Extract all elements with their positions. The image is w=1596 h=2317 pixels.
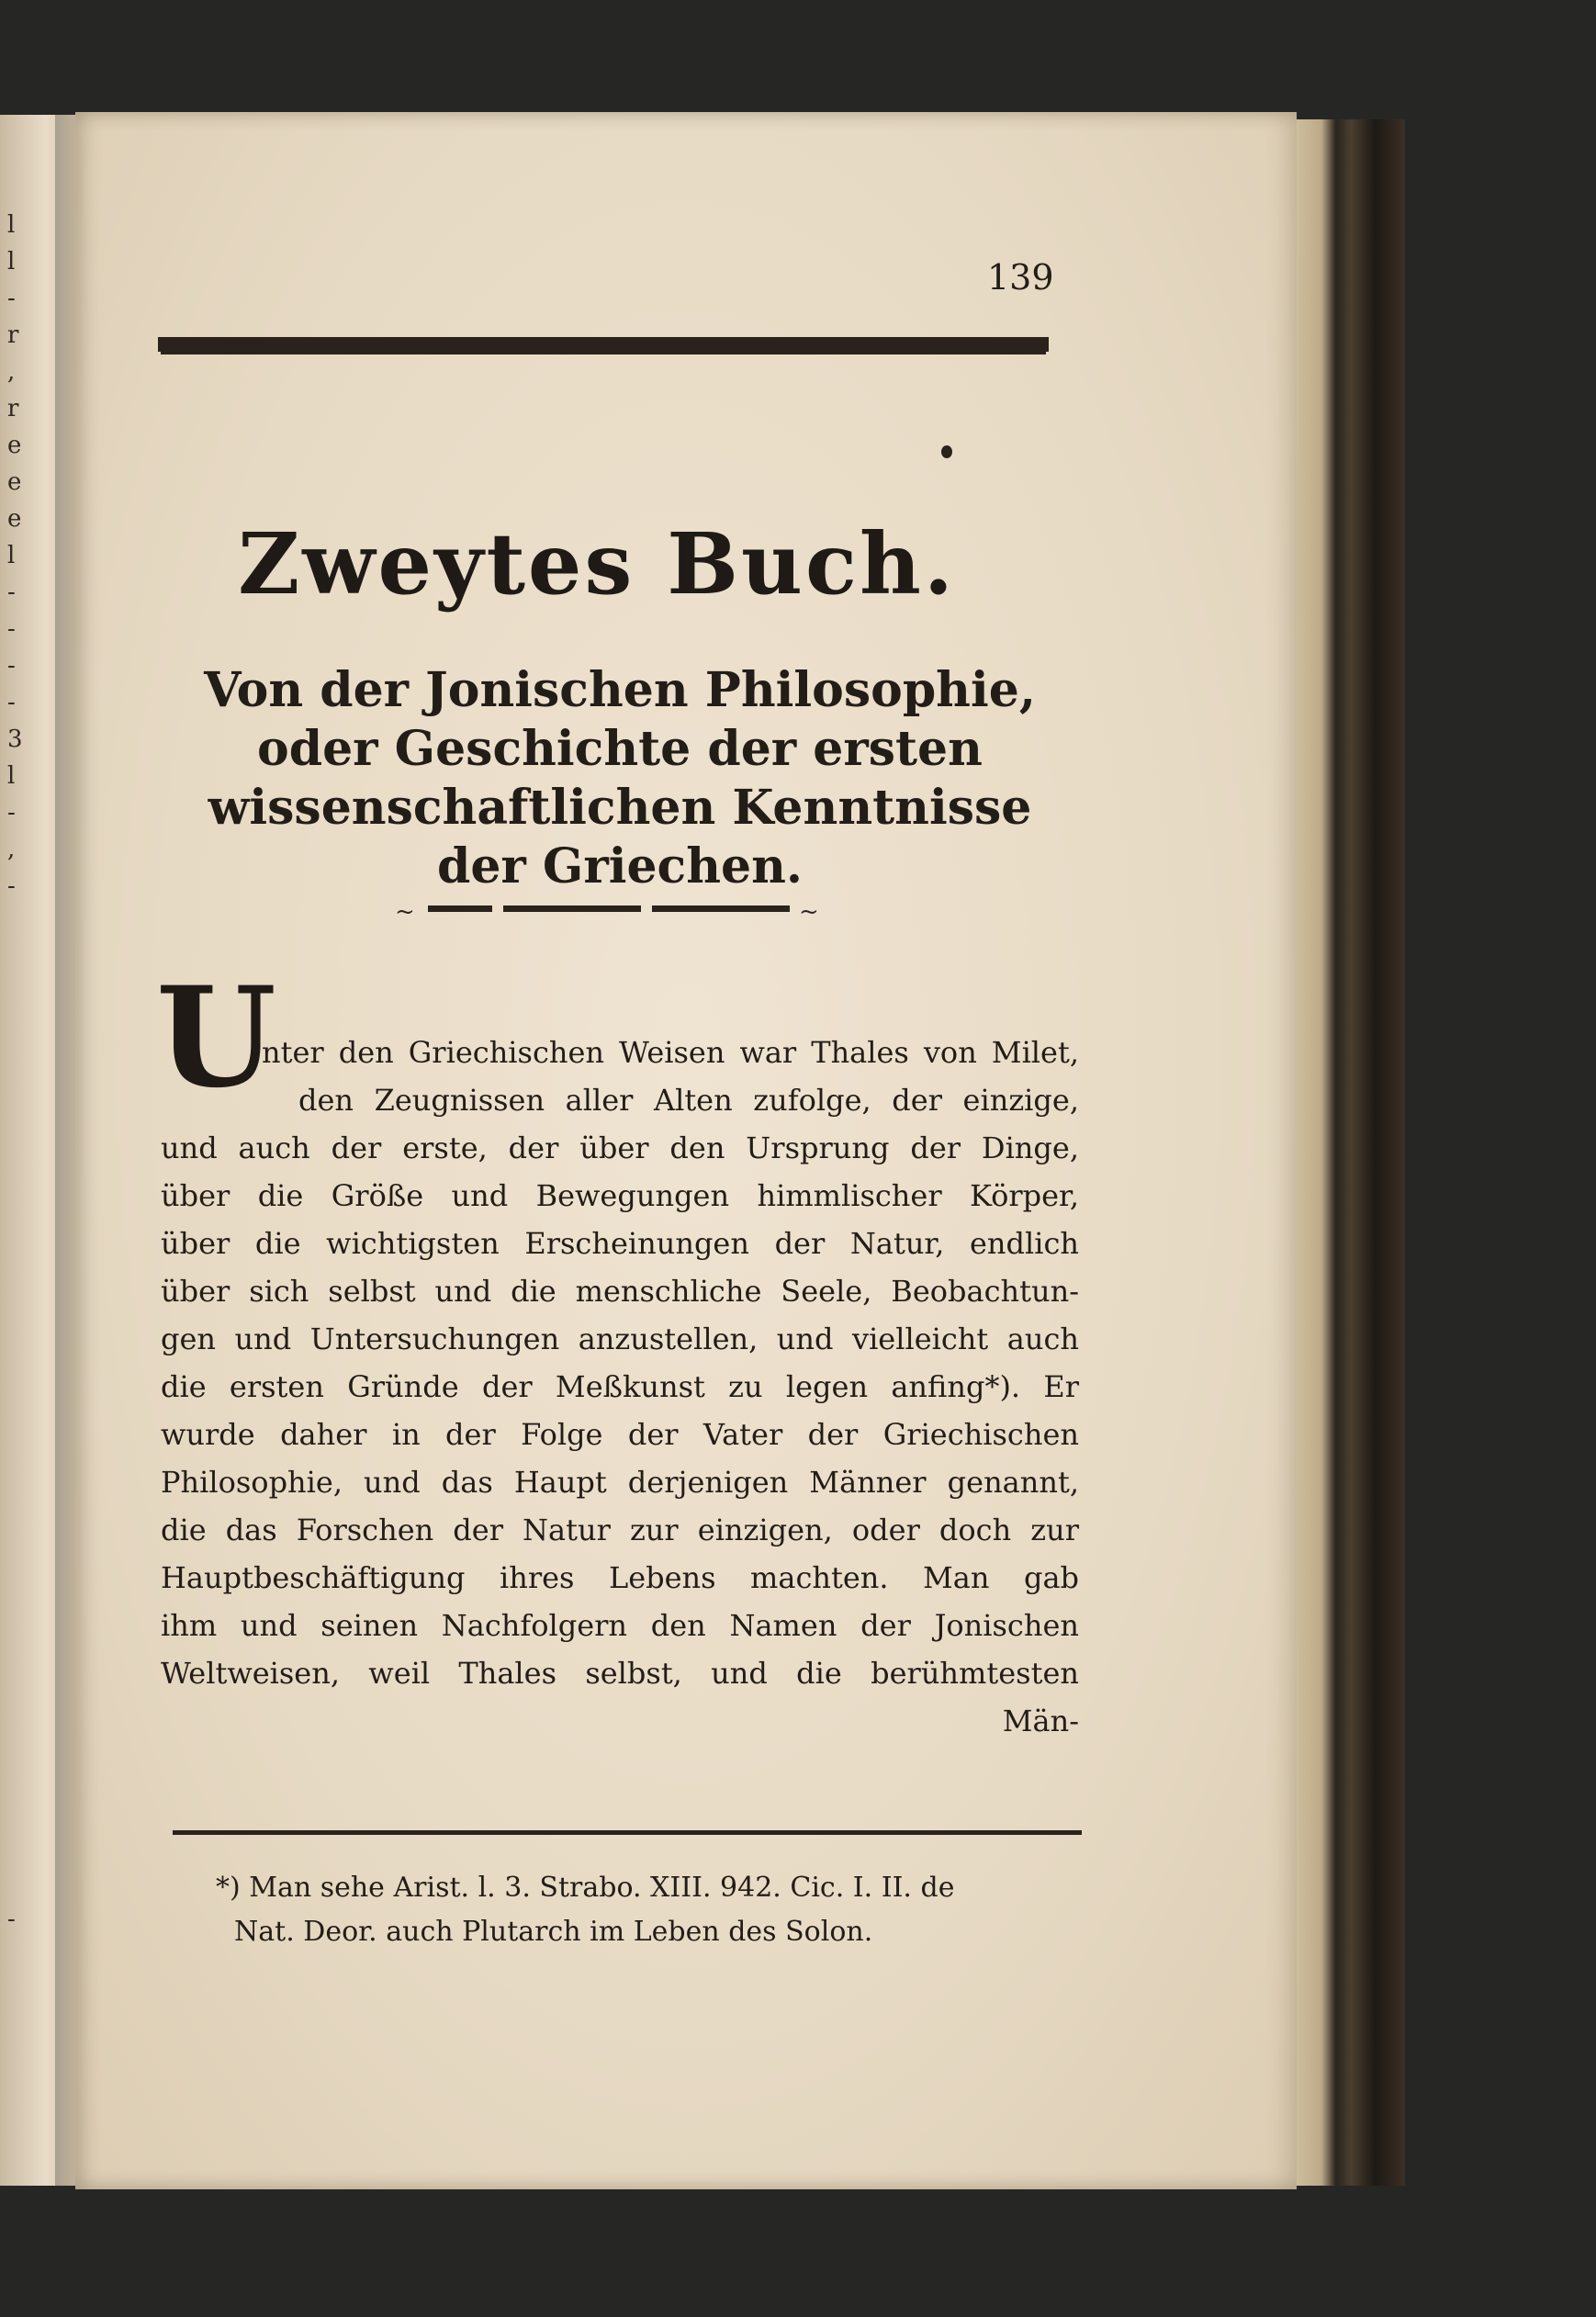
body-line: Hauptbeschäftigung ihres Lebens machten. Man gab	[161, 1560, 1079, 1595]
book-title: Zweytes Buch.	[238, 514, 956, 613]
margin-char: 3	[7, 725, 23, 753]
margin-char: ,	[7, 358, 16, 386]
margin-char: r	[7, 395, 19, 422]
body-line: nter den Griechischen Weisen war Thales von Milet,	[262, 1035, 1079, 1070]
divider-bar	[428, 905, 492, 912]
margin-char: -	[7, 579, 16, 606]
body-line: und auch der erste, der über den Ursprung der Dinge,	[161, 1130, 1079, 1165]
body-line: den Zeugnissen aller Alten zufolge, der einzige,	[298, 1083, 1079, 1118]
margin-char: r	[7, 321, 19, 349]
ornamental-divider	[395, 898, 836, 926]
body-line: Weltweisen, weil Thales selbst, und die berühmtesten	[161, 1656, 1079, 1691]
catchword: Män-	[1002, 1704, 1079, 1738]
body-line: die das Forschen der Natur zur einzigen, oder doch zur	[161, 1513, 1079, 1547]
margin-char: l	[7, 211, 16, 239]
margin-char: -	[7, 872, 16, 900]
ornament-dot	[941, 445, 952, 458]
margin-char: -	[7, 285, 16, 312]
margin-char: l	[7, 542, 16, 569]
body-line: über die wichtigsten Erscheinungen der Natur, endlich	[161, 1226, 1079, 1261]
top-rule	[158, 337, 1049, 352]
body-line: wurde daher in der Folge der Vater der Griechischen	[161, 1417, 1079, 1452]
footnote	[216, 1866, 1079, 1954]
margin-char: -	[7, 689, 16, 716]
margin-char: ,	[7, 836, 16, 863]
margin-char: e	[7, 432, 22, 459]
divider-bar	[652, 905, 790, 912]
margin-char: -	[7, 615, 16, 643]
margin-char: -	[7, 1906, 16, 1933]
drop-cap: U	[156, 957, 276, 1119]
footnote-line: *) Man sehe Arist. l. 3. Strabo. XIII. 942. Cic. I. II. de	[216, 1872, 955, 1904]
footnote-rule	[173, 1830, 1082, 1835]
margin-char: l	[7, 248, 16, 276]
margin-char: e	[7, 505, 22, 533]
body-line: die ersten Gründe der Meßkunst zu legen anfing*). Er	[161, 1369, 1079, 1404]
body-line: Philosophie, und das Haupt derjenigen Männer genannt,	[161, 1465, 1079, 1500]
margin-char: l	[7, 762, 16, 790]
divider-bar	[503, 905, 641, 912]
page-number: 139	[987, 257, 1054, 298]
margin-char: -	[7, 799, 16, 827]
body-line: ihm und seinen Nachfolgern den Namen der Jonischen	[161, 1608, 1079, 1643]
chapter-subtitle: Von der Jonischen Philosophie, oder Geschichte der ersten wissenschaftlichen Kenntnisse der Griechen.	[204, 662, 1036, 894]
margin-char: e	[7, 468, 22, 496]
body-line: über die Größe und Bewegungen himmlischer Körper,	[161, 1178, 1079, 1213]
footnote-line: Nat. Deor. auch Plutarch im Leben des Solon.	[234, 1916, 873, 1948]
margin-char: -	[7, 652, 16, 680]
body-text	[161, 1029, 1079, 1745]
body-line: über sich selbst und die menschliche Seele, Beobachtun-	[161, 1274, 1079, 1309]
divider-curl-right: ~	[799, 898, 819, 926]
book-page-edges	[1286, 119, 1405, 2186]
body-line: gen und Untersuchungen anzustellen, und vielleicht auch	[161, 1322, 1079, 1356]
divider-curl-left: ~	[395, 898, 415, 926]
